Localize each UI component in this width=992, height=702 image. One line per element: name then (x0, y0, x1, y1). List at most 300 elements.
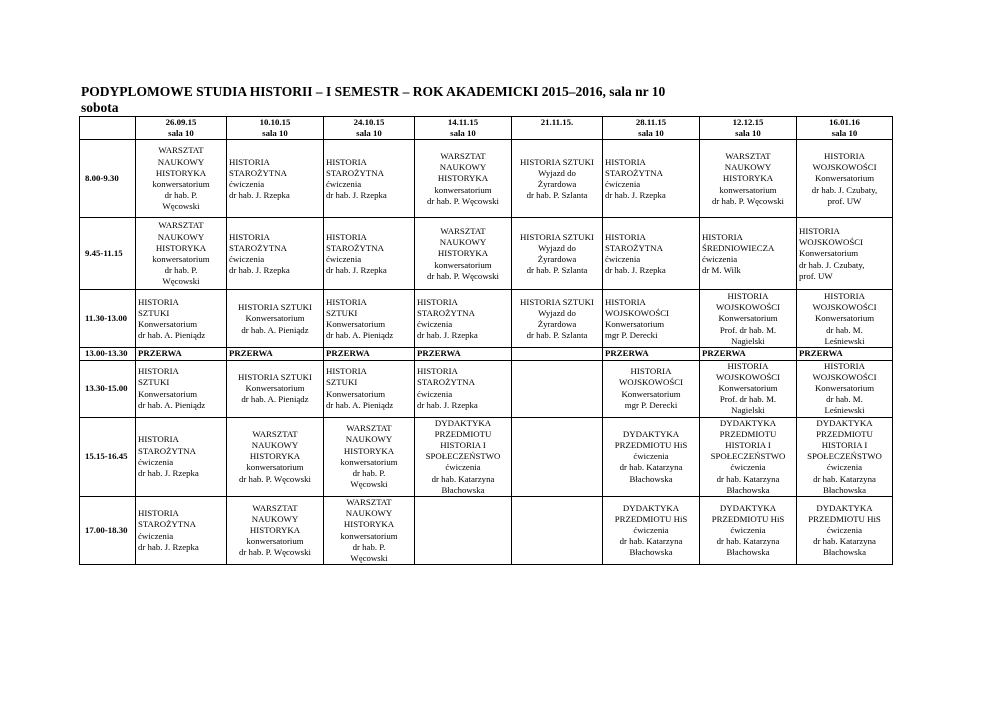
class-cell-line: dr hab. J. Rzepka (138, 541, 199, 552)
class-cell-line: HISTORIA SZTUKI (520, 156, 594, 167)
class-cell (415, 360, 512, 417)
class-cell-line: ćwiczenia (730, 462, 766, 473)
class-cell (324, 348, 415, 360)
empty-cell (512, 348, 603, 360)
class-cell-line: HISTORYKA (343, 445, 395, 456)
class-cell-line: dr hab. A. Pieniądz (326, 399, 394, 410)
schedule-table (79, 116, 893, 565)
class-cell (415, 348, 512, 360)
class-cell-line: STAROŻYTNA (229, 242, 287, 253)
class-cell-line: Błachowska (726, 547, 770, 558)
class-cell-line: dr hab. A. Pieniądz (241, 394, 309, 405)
class-cell-line: HISTORIA (138, 296, 179, 307)
class-cell-line: Konwersatorium (138, 318, 198, 329)
date-header (415, 117, 512, 140)
class-cell (324, 140, 415, 218)
date-header (512, 117, 603, 140)
header-date: 10.10.15 (259, 117, 291, 127)
class-cell-line: HISTORYKA (249, 451, 301, 462)
class-cell-line: dr hab. P. (164, 265, 198, 276)
class-cell (700, 417, 797, 496)
class-cell-line: HISTORIA I (821, 440, 868, 451)
class-cell-line: prof. UW (827, 195, 862, 206)
class-cell-line: STAROŻYTNA (229, 167, 287, 178)
class-cell-line: dr hab. P. Węcowski (239, 547, 311, 558)
class-cell (324, 417, 415, 496)
class-cell-line: PRZERWA (138, 348, 182, 359)
class-cell-line: konwersatorium (434, 259, 492, 270)
class-cell-line: HISTORIA (824, 360, 865, 371)
class-cell-line: Leśniewski (824, 335, 865, 346)
header-date: 16.01.16 (829, 117, 860, 127)
class-cell-line: NAUKOWY (724, 162, 772, 173)
class-cell-line: ŚREDNIOWIECZA (702, 242, 775, 253)
class-cell (700, 140, 797, 218)
class-cell-line: Błachowska (823, 484, 866, 495)
class-cell-line: ćwiczenia (229, 178, 265, 189)
class-cell-line: HISTORIA I (440, 440, 486, 451)
class-cell-line: HISTORIA SZTUKI (238, 302, 312, 313)
class-cell-line: Błachowska (629, 473, 673, 484)
class-cell-line: WOJSKOWOŚCI (605, 307, 670, 318)
class-cell (700, 348, 797, 360)
class-cell-line: NAUKOWY (439, 162, 487, 173)
class-cell-line: dr hab. Katarzyna (716, 536, 780, 547)
class-cell-line: Nagielski (731, 335, 765, 346)
class-cell-line: dr hab. A. Pieniądz (241, 324, 309, 335)
time-slot-row (80, 348, 893, 360)
class-cell-line: dr hab. J. Rzepka (417, 330, 478, 341)
class-cell (136, 497, 227, 565)
class-cell-line: HISTORIA (326, 231, 367, 242)
class-cell-line: HISTORIA SZTUKI (238, 371, 312, 382)
class-cell-line: SPOŁECZEŃSTWO (807, 451, 882, 462)
class-cell-line: ćwiczenia (138, 530, 174, 541)
class-cell (227, 497, 324, 565)
time-slot-row (80, 497, 893, 565)
class-cell-line: WARSZTAT (725, 150, 771, 161)
class-cell (700, 360, 797, 417)
time-slot-label: 15.15-16.45 (80, 417, 136, 496)
class-cell-line: WOJSKOWOŚCI (812, 371, 877, 382)
class-cell-line: dr hab. J. Rzepka (229, 265, 290, 276)
class-cell-line: dr hab. Katarzyna (619, 536, 683, 547)
class-cell-line: dr hab. J. Rzepka (138, 468, 199, 479)
class-cell-line: Konwersatorium (814, 313, 875, 324)
class-cell-line: ćwiczenia (229, 253, 265, 264)
class-cell-line: HISTORYKA (249, 525, 301, 536)
class-cell (797, 348, 893, 360)
class-cell-line: HISTORIA (702, 231, 743, 242)
class-cell-line: dr hab. P. (352, 468, 386, 479)
class-cell-line: ćwiczenia (605, 178, 641, 189)
class-cell-line: HISTORIA (630, 366, 672, 377)
class-cell-line: PRZEDMIOTU HiS (808, 513, 881, 524)
class-cell-line: dr hab. P. Szlanta (526, 330, 588, 341)
class-cell-line: PRZERWA (417, 348, 461, 359)
class-cell-line: ćwiczenia (702, 253, 738, 264)
class-cell-line: STAROŻYTNA (326, 167, 384, 178)
class-cell-line: DYDAKTYKA (622, 502, 680, 513)
class-cell-line: HISTORIA (229, 156, 270, 167)
time-slot-row (80, 417, 893, 496)
class-cell-line: PRZEDMIOTU HiS (614, 440, 688, 451)
class-cell-line: WARSZTAT (158, 220, 204, 231)
class-cell-line: HISTORIA (605, 296, 646, 307)
class-cell-line: ćwiczenia (417, 388, 453, 399)
class-cell-line: ćwiczenia (633, 525, 669, 536)
class-cell-line: WARSZTAT (346, 423, 392, 434)
class-cell-line: SPOŁECZEŃSTWO (425, 451, 501, 462)
class-cell-line: DYDAKTYKA (434, 417, 492, 428)
date-header (324, 117, 415, 140)
class-cell-line: WARSZTAT (252, 502, 298, 513)
class-cell-line: NAUKOWY (251, 440, 299, 451)
class-cell-line: WARSZTAT (252, 428, 298, 439)
class-cell (603, 497, 700, 565)
class-cell-line: PRZERWA (605, 348, 649, 359)
class-cell-line: Węcowski (162, 276, 200, 287)
class-cell-line: HISTORIA (727, 360, 769, 371)
class-cell-line: Konwersatorium (326, 388, 386, 399)
class-cell-line: NAUKOWY (345, 434, 393, 445)
class-cell-line: konwersatorium (152, 178, 210, 189)
class-cell (603, 140, 700, 218)
class-cell-line: dr hab. Katarzyna (716, 473, 780, 484)
class-cell-line: PRZEDMIOTU HiS (711, 513, 785, 524)
class-cell-line: dr hab. P. Węcowski (239, 473, 311, 484)
date-header (797, 117, 893, 140)
class-cell (603, 360, 700, 417)
header-date: 28.11.15 (635, 117, 667, 127)
class-cell-line: dr hab. P. Szlanta (526, 265, 588, 276)
date-header (603, 117, 700, 140)
class-cell (797, 360, 893, 417)
class-cell (136, 417, 227, 496)
header-date: 12.12.15 (732, 117, 764, 127)
class-cell-line: HISTORIA (138, 508, 179, 519)
class-cell-line: STAROŻYTNA (138, 519, 196, 530)
class-cell-line: Konwersatorium (245, 313, 305, 324)
class-cell (227, 360, 324, 417)
header-room: sala 10 (356, 128, 382, 139)
class-cell-line: konwersatorium (340, 456, 398, 467)
class-cell-line: dr hab. Katarzyna (813, 536, 876, 547)
time-slot-label: 13.30-15.00 (80, 360, 136, 417)
class-cell-line: SZTUKI (138, 377, 170, 388)
class-cell (227, 218, 324, 290)
class-cell-line: Konwersatorium (138, 388, 198, 399)
class-cell-line: Konwersatorium (799, 248, 859, 259)
class-cell (136, 290, 227, 348)
header-room: sala 10 (168, 128, 194, 139)
class-cell-line: Konwersatorium (814, 173, 875, 184)
class-cell (700, 290, 797, 348)
corner-cell (80, 117, 136, 140)
class-cell-line: NAUKOWY (439, 237, 487, 248)
class-cell-line: HISTORIA SZTUKI (520, 231, 594, 242)
class-cell-line: ćwiczenia (417, 318, 453, 329)
class-cell-line: NAUKOWY (251, 513, 299, 524)
date-header (700, 117, 797, 140)
class-cell-line: dr hab. A. Pieniądz (326, 330, 394, 341)
class-cell (136, 140, 227, 218)
class-cell-line: SZTUKI (326, 307, 358, 318)
header-date: 14.11.15 (447, 117, 479, 127)
class-cell-line: DYDAKTYKA (719, 417, 777, 428)
class-cell-line: NAUKOWY (157, 231, 205, 242)
class-cell-line: PRZERWA (326, 348, 370, 359)
header-room: sala 10 (638, 128, 664, 139)
class-cell-line: dr hab. J. Rzepka (326, 265, 387, 276)
class-cell-line: dr hab. A. Pieniądz (138, 330, 206, 341)
time-slot-label: 8.00-9.30 (80, 140, 136, 218)
class-cell-line: mgr P. Derecki (624, 399, 678, 410)
class-cell-line: ćwiczenia (326, 253, 362, 264)
class-cell-line: DYDAKTYKA (816, 502, 873, 513)
class-cell-line: WOJSKOWOŚCI (812, 162, 877, 173)
day-label: sobota (81, 100, 119, 115)
class-cell (603, 417, 700, 496)
empty-cell (512, 417, 603, 496)
class-cell-line: SZTUKI (138, 307, 170, 318)
class-cell-line: Konwersatorium (814, 383, 875, 394)
document-title: PODYPLOMOWE STUDIA HISTORII – I SEMESTR – ROK AKADEMICKI 2015–2016, sala nr 10 (81, 84, 666, 99)
class-cell-line: Węcowski (350, 553, 388, 564)
class-cell-line: dr hab. P. Szlanta (526, 190, 588, 201)
class-cell-line: PRZEDMIOTU (719, 428, 777, 439)
class-cell-line: Konwersatorium (718, 313, 778, 324)
class-cell (512, 290, 603, 348)
header-room: sala 10 (735, 128, 761, 139)
class-cell-line: WARSZTAT (346, 497, 392, 508)
class-cell-line: prof. UW (799, 270, 833, 281)
class-cell-line: Błachowska (629, 547, 673, 558)
class-cell-line: konwersatorium (340, 530, 398, 541)
time-slot-label: 9.45-11.15 (80, 218, 136, 290)
class-cell-line: STAROŻYTNA (326, 242, 384, 253)
time-slot-row (80, 290, 893, 348)
class-cell (227, 290, 324, 348)
class-cell-line: dr hab. Katarzyna (619, 462, 683, 473)
class-cell-line: Wyjazd do (538, 167, 576, 178)
class-cell-line: HISTORIA (824, 290, 865, 301)
class-cell-line: DYDAKTYKA (622, 428, 680, 439)
class-cell-line: konwersatorium (434, 184, 492, 195)
class-cell-line: Konwersatorium (621, 388, 681, 399)
class-cell-line: Leśniewski (824, 405, 865, 416)
class-cell-line: HISTORIA (138, 434, 179, 445)
class-cell (797, 290, 893, 348)
class-cell-line: Węcowski (350, 479, 388, 490)
class-cell-line: ćwiczenia (826, 462, 863, 473)
class-cell-line: dr hab. J. Rzepka (326, 190, 387, 201)
empty-cell (415, 497, 512, 565)
class-cell-line: HISTORIA (605, 156, 646, 167)
class-cell-line: HISTORIA (326, 156, 367, 167)
header-room: sala 10 (450, 128, 476, 139)
class-cell-line: dr hab. J. Czubaty, (811, 184, 878, 195)
class-cell-line: WARSZTAT (158, 145, 204, 156)
class-cell (136, 218, 227, 290)
class-cell-line: Konwersatorium (245, 383, 305, 394)
class-cell-line: Konwersatorium (326, 318, 386, 329)
class-cell (603, 348, 700, 360)
class-cell-line: PRZERWA (229, 348, 273, 359)
class-cell-line: STAROŻYTNA (417, 377, 475, 388)
class-cell-line: DYDAKTYKA (719, 502, 777, 513)
class-cell-line: dr hab. P. Węcowski (712, 195, 784, 206)
class-cell-line: HISTORIA (326, 296, 367, 307)
class-cell-line: dr hab. P. Węcowski (427, 195, 499, 206)
class-cell-line: Konwersatorium (718, 383, 778, 394)
class-cell-line: dr hab. Katarzyna (813, 473, 876, 484)
header-room: sala 10 (262, 128, 288, 139)
class-cell (227, 140, 324, 218)
class-cell-line: dr hab. J. Czubaty, (799, 259, 865, 270)
class-cell-line: WOJSKOWOŚCI (799, 237, 864, 248)
class-cell-line: ćwiczenia (730, 525, 766, 536)
class-cell-line: STAROŻYTNA (605, 242, 663, 253)
class-cell-line: PRZEDMIOTU (816, 428, 873, 439)
class-cell-line: HISTORIA (138, 366, 179, 377)
class-cell-line: ćwiczenia (326, 178, 362, 189)
class-cell (324, 360, 415, 417)
class-cell-line: Prof. dr hab. M. (719, 394, 777, 405)
class-cell-line: HISTORYKA (437, 173, 489, 184)
class-cell-line: HISTORYKA (155, 242, 207, 253)
class-cell-line: NAUKOWY (345, 508, 393, 519)
class-cell-line: WOJSKOWOŚCI (618, 377, 684, 388)
class-cell-line: SPOŁECZEŃSTWO (710, 451, 786, 462)
class-cell-line: STAROŻYTNA (605, 167, 663, 178)
time-slot-label: 13.00-13.30 (80, 348, 136, 360)
class-cell-line: NAUKOWY (157, 156, 205, 167)
class-cell-line: HISTORYKA (722, 173, 774, 184)
class-cell-line: HISTORYKA (437, 248, 489, 259)
class-cell-line: SZTUKI (326, 377, 358, 388)
class-cell-line: dr hab. P. (352, 541, 386, 552)
class-cell-line: HISTORIA (727, 290, 769, 301)
class-cell-line: dr hab. A. Pieniądz (138, 399, 206, 410)
time-slot-row (80, 218, 893, 290)
class-cell (603, 218, 700, 290)
class-cell-line: dr hab. J. Rzepka (605, 190, 666, 201)
class-cell-line: ćwiczenia (633, 451, 669, 462)
class-cell (415, 140, 512, 218)
class-cell-line: Błachowska (441, 484, 485, 495)
class-cell-line: HISTORIA (605, 231, 646, 242)
class-cell-line: ćwiczenia (138, 456, 174, 467)
class-cell-line: Konwersatorium (605, 318, 665, 329)
class-cell-line: dr hab. J. Rzepka (229, 190, 290, 201)
class-cell-line: HISTORIA (417, 366, 458, 377)
time-slot-row (80, 140, 893, 218)
class-cell-line: PRZERWA (799, 348, 843, 359)
class-cell-line: WARSZTAT (440, 225, 486, 236)
date-header (227, 117, 324, 140)
time-slot-row (80, 360, 893, 417)
header-room: sala 10 (831, 128, 858, 139)
time-slot-label: 17.00-18.30 (80, 497, 136, 565)
class-cell-line: HISTORIA (824, 150, 865, 161)
class-cell-line: WOJSKOWOŚCI (812, 302, 877, 313)
class-cell-line: Nagielski (731, 405, 765, 416)
class-cell-line: HISTORIA I (725, 440, 771, 451)
header-date: 24.10.15 (353, 117, 385, 127)
class-cell (324, 290, 415, 348)
class-cell-line: konwersatorium (246, 536, 304, 547)
class-cell-line: dr hab. M. (826, 394, 863, 405)
class-cell-line: HISTORYKA (155, 167, 207, 178)
class-cell-line: dr hab. P. Węcowski (427, 270, 499, 281)
empty-cell (512, 360, 603, 417)
class-cell-line: HISTORIA SZTUKI (520, 296, 594, 307)
class-cell-line: Prof. dr hab. M. (719, 324, 777, 335)
class-cell-line: Żyrardowa (537, 253, 577, 264)
class-cell-line: Błachowska (823, 547, 866, 558)
class-cell-line: WARSZTAT (440, 150, 486, 161)
class-cell-line: konwersatorium (152, 253, 210, 264)
class-cell (415, 218, 512, 290)
class-cell (136, 348, 227, 360)
class-cell-line: HISTORIA (229, 231, 270, 242)
class-cell (415, 290, 512, 348)
class-cell-line: WOJSKOWOŚCI (715, 371, 781, 382)
class-cell-line: dr M. Wilk (702, 265, 741, 276)
class-cell (797, 140, 893, 218)
class-cell-line: ćwiczenia (826, 525, 863, 536)
header-row (80, 117, 893, 140)
empty-cell (512, 497, 603, 565)
class-cell-line: ćwiczenia (605, 253, 641, 264)
class-cell-line: HISTORIA (326, 366, 367, 377)
class-cell-line: dr hab. Katarzyna (431, 473, 495, 484)
class-cell (324, 218, 415, 290)
class-cell (797, 497, 893, 565)
class-cell (324, 497, 415, 565)
class-cell-line: konwersatorium (246, 462, 304, 473)
class-cell (227, 348, 324, 360)
class-cell-line: dr hab. J. Rzepka (417, 399, 478, 410)
time-slot-label: 11.30-13.00 (80, 290, 136, 348)
class-cell-line: Żyrardowa (537, 178, 577, 189)
class-cell (512, 140, 603, 218)
class-cell-line: WOJSKOWOŚCI (715, 302, 781, 313)
class-cell-line: Wyjazd do (538, 242, 576, 253)
header-date: 21.11.15. (540, 117, 574, 127)
class-cell-line: PRZEDMIOTU HiS (614, 513, 688, 524)
class-cell-line: PRZERWA (702, 348, 746, 359)
class-cell-line: STAROŻYTNA (138, 445, 196, 456)
class-cell-line: mgr P. Derecki (605, 330, 658, 341)
class-cell-line: HISTORIA (417, 296, 458, 307)
class-cell-line: STAROŻYTNA (417, 307, 475, 318)
class-cell (603, 290, 700, 348)
class-cell (700, 497, 797, 565)
class-cell (512, 218, 603, 290)
class-cell (136, 360, 227, 417)
class-cell-line: ćwiczenia (445, 462, 481, 473)
class-cell-line: dr hab. J. Rzepka (605, 265, 666, 276)
class-cell-line: konwersatorium (719, 184, 777, 195)
class-cell (797, 218, 893, 290)
class-cell-line: dr hab. M. (826, 324, 863, 335)
class-cell (415, 417, 512, 496)
class-cell-line: DYDAKTYKA (816, 417, 873, 428)
class-cell (227, 417, 324, 496)
date-header (136, 117, 227, 140)
